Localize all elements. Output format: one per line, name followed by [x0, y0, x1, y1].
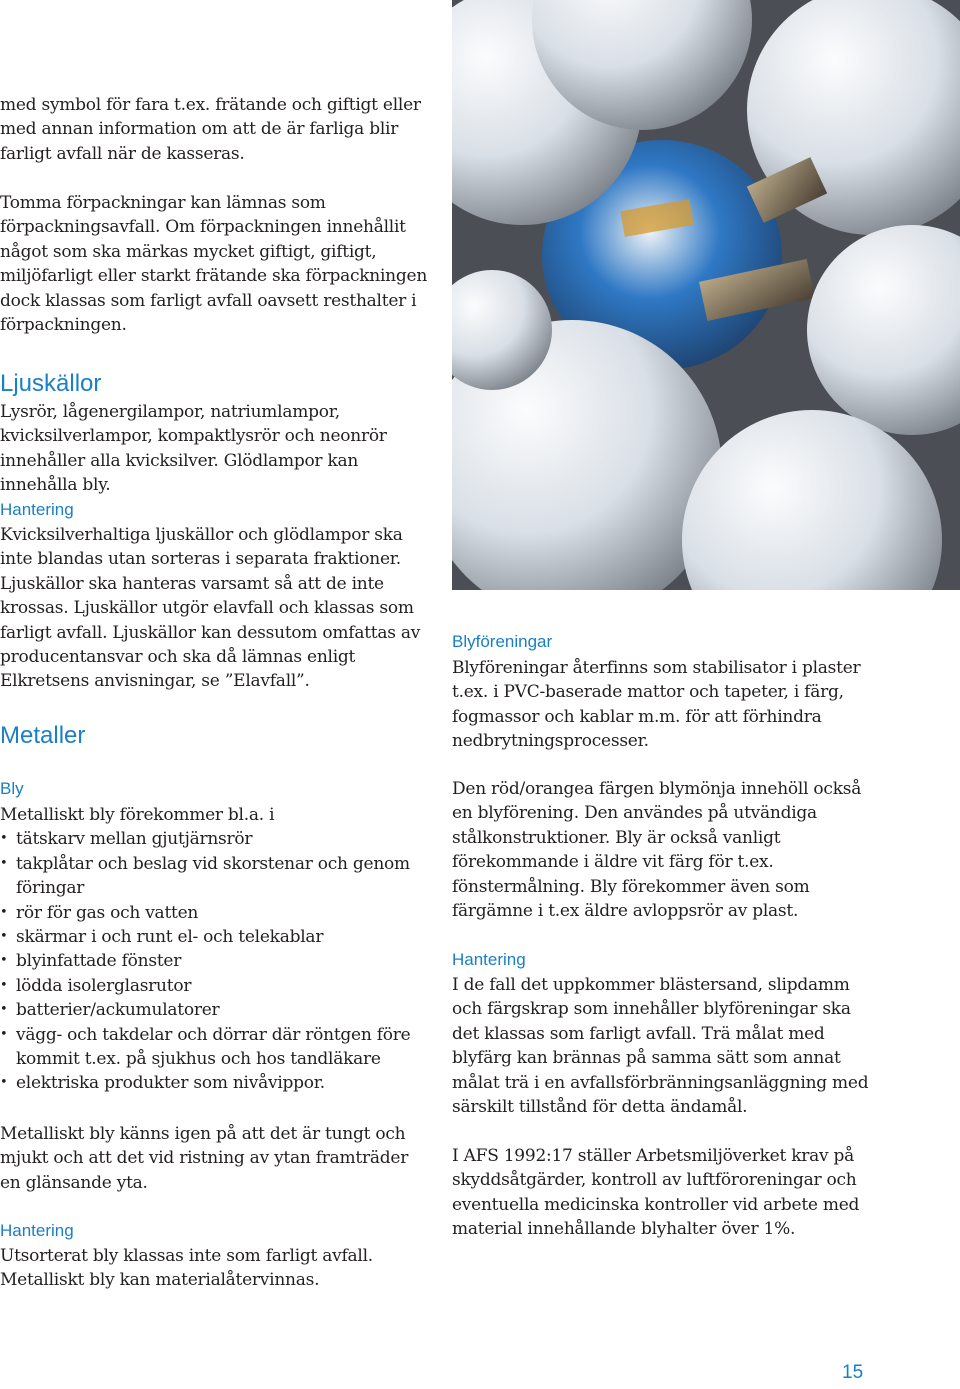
ljuskallor-heading: Ljuskällor [0, 370, 102, 397]
list-item: • blyinfattade fönster [0, 949, 432, 973]
light-bulbs-photo [452, 0, 960, 590]
bly-list [0, 827, 432, 1095]
ljuskallor-body: Lysrör, lågenergilampor, natriumlampor, kvicksilverlampor, kompaktlysrör och neonrör innehåller alla kvicksilver. Glödlampor kan innehålla bly. [0, 402, 387, 496]
ljuskallor-hantering-heading: Hantering [0, 500, 74, 519]
blyforeningar-hantering-heading: Hantering [452, 950, 526, 969]
afs-paragraph: I AFS 1992:17 ställer Arbetsmiljöverket krav på skyddsåtgärder, kontroll av luftföroreningar och eventuella medicinska kontroller vid arbete med material innehållande blyhalter över 1%. [452, 1146, 860, 1240]
bly-body: Metalliskt bly känns igen på att det är tungt och mjukt och att det vid ristning av ytan framträder en glänsande yta. [0, 1124, 409, 1193]
intro-paragraph-2: Tomma förpackningar kan lämnas som förpackningsavfall. Om förpackningen innehållit något som ska märkas mycket giftigt, giftigt, miljöfarligt eller starkt frätande ska förpackningen dock klassas som farligt avfall oavsett resthalter i förpackningen. [0, 193, 428, 336]
list-item: • tätskarv mellan gjutjärnsrör [0, 827, 432, 851]
metaller-hantering-heading: Hantering [0, 1221, 74, 1240]
list-item: • lödda isolerglasrutor [0, 974, 432, 998]
blyforeningar-paragraph-1: Blyföreningar återfinns som stabilisator i plaster t.ex. i PVC-baserade mattor och tapeter, i färg, fogmassor och kablar m.m. för att förhindra nedbrytningsprocesser. [452, 658, 861, 752]
page-number: 15 [842, 1362, 864, 1383]
metaller-hantering-body: Utsorterat bly klassas inte som farligt avfall. Metalliskt bly kan materialåtervinnas. [0, 1246, 373, 1291]
list-item: • vägg- och takdelar och dörrar där röntgen före kommit t.ex. på sjukhus och hos tandläkare [0, 1023, 432, 1072]
bly-intro: Metalliskt bly förekommer bl.a. i [0, 805, 275, 825]
list-item: • batterier/ackumulatorer [0, 998, 432, 1022]
list-item: • takplåtar och beslag vid skorstenar och genom föringar [0, 852, 432, 901]
blyforeningar-paragraph-2: Den röd/orangea färgen blymönja innehöll också en blyförening. Den användes på utvändiga stålkonstruktioner. Bly är också vanligt förekommande i äldre vit färg för t.ex. fönstermålning. Bly förekommer även som färgämne i t.ex äldre avloppsrör av plast. [452, 779, 862, 922]
list-item: • rör för gas och vatten [0, 901, 432, 925]
metaller-heading: Metaller [0, 722, 86, 749]
bly-heading: Bly [0, 779, 24, 798]
blyforeningar-hantering-body: I de fall det uppkommer blästersand, slipdamm och färgskrap som innehåller blyföreningar ska det klassas som farligt avfall. Trä målat med blyfärg kan brännas på samma sätt som annat målat trä i en avfallsförbränningsanläggning med särskilt tillstånd för detta ändamål. [452, 975, 869, 1118]
blyforeningar-heading: Blyföreningar [452, 632, 553, 651]
list-item: • elektriska produkter som nivåvippor. [0, 1071, 432, 1095]
intro-paragraph-1: med symbol för fara t.ex. frätande och giftigt eller med annan information om att de är farliga blir farligt avfall när de kasseras. [0, 95, 421, 164]
ljuskallor-hantering-body: Kvicksilverhaltiga ljuskällor och glödlampor ska inte blandas utan sorteras i separata fraktioner. Ljuskällor ska hanteras varsamt så att de inte krossas. Ljuskällor utgör elavfall och klassas som farligt avfall. Ljuskällor kan dessutom omfattas av producentansvar och ska då lämnas enligt Elkretsens anvisningar, se ”Elavfall”. [0, 525, 421, 692]
list-item: • skärmar i och runt el- och telekablar [0, 925, 432, 949]
